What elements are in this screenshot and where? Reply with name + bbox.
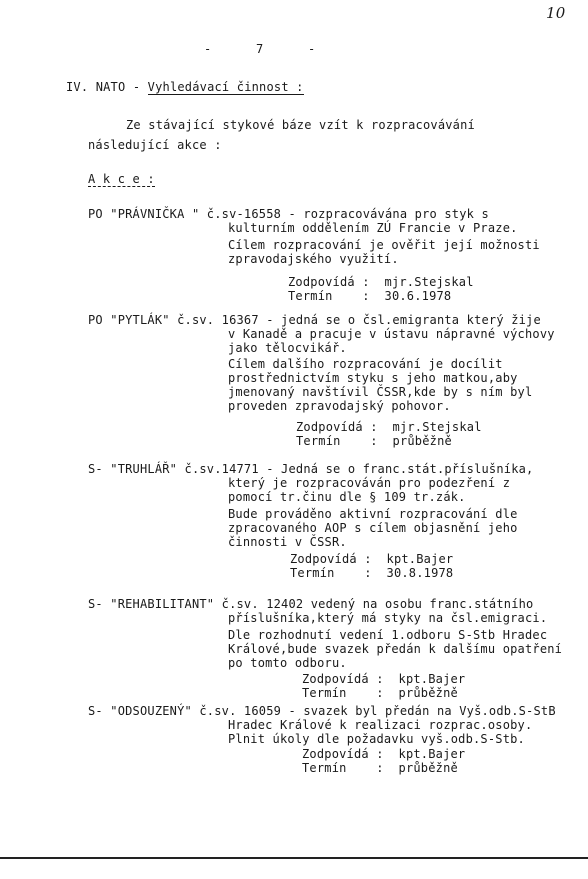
entry-5-line: Plnit úkoly dle požadavku vyš.odb.S-Stb. xyxy=(228,732,525,746)
entry-3-responsible: Zodpovídá : kpt.Bajer xyxy=(290,552,454,566)
entry-2-deadline: Termín : průběžně xyxy=(296,434,452,448)
entry-1-goal: zpravodajského využití. xyxy=(228,252,399,266)
entry-2-responsible: Zodpovídá : mjr.Stejskal xyxy=(296,420,482,434)
entry-4-deadline: Termín : průběžně xyxy=(302,686,458,700)
entry-3-deadline: Termín : 30.8.1978 xyxy=(290,566,454,580)
entry-4-responsible: Zodpovídá : kpt.Bajer xyxy=(302,672,466,686)
entry-1-deadline: Termín : 30.6.1978 xyxy=(288,289,452,303)
section-heading xyxy=(66,80,304,94)
entry-1-line: kulturním oddělením ZÚ Francie v Praze. xyxy=(228,221,518,235)
entry-4-line: příslušníka,který má styky na čsl.emigraci. xyxy=(228,611,548,625)
akce-heading: A k c e : xyxy=(88,172,155,186)
entry-3-goal: Bude prováděno aktivní rozpracování dle xyxy=(228,507,518,521)
bottom-edge-rule xyxy=(0,857,588,859)
entry-2-goal: Cílem dalšího rozpracování je docílit xyxy=(228,357,503,371)
entry-3-line: který je rozpracováván pro podezření z xyxy=(228,476,511,490)
entry-5-deadline: Termín : průběžně xyxy=(302,761,458,775)
entry-2-line: v Kanadě a pracuje v ústavu nápravné výchovy xyxy=(228,327,555,341)
entry-4-lead: S- "REHABILITANT" č.sv. 12402 vedený na osobu franc.státního xyxy=(88,597,534,611)
entry-4-goal: po tomto odboru. xyxy=(228,656,347,670)
entry-1-goal: Cílem rozpracování je ověřit její možnosti xyxy=(228,238,540,252)
entry-5-responsible: Zodpovídá : kpt.Bajer xyxy=(302,747,466,761)
entry-4-goal: Dle rozhodnutí vedení 1.odboru S-Stb Hradec xyxy=(228,628,548,642)
entry-3-goal: zpracovaného AOP s cílem objasnění jeho xyxy=(228,521,518,535)
entry-5-lead: S- "ODSOUZENÝ" č.sv. 16059 - svazek byl předán na Vyš.odb.S-StB xyxy=(88,704,556,718)
section-title: Vyhledávací činnost : xyxy=(147,80,304,94)
entry-2-goal: jmenovaný navštívil ČSSR,kde by s ním byl xyxy=(228,385,533,399)
entry-1-lead: PO "PRÁVNIČKA " č.sv-16558 - rozpracovávána pro styk s xyxy=(88,207,489,221)
intro-line-1: Ze stávající stykové báze vzít k rozpracovávání xyxy=(126,118,475,132)
page-number: - 7 - xyxy=(204,42,316,56)
section-prefix: IV. NATO - xyxy=(66,80,148,94)
folio-number: 10 xyxy=(546,4,566,22)
entry-1-responsible: Zodpovídá : mjr.Stejskal xyxy=(288,275,474,289)
entry-2-goal: prostřednictvím styku s jeho matkou,aby xyxy=(228,371,518,385)
entry-5-line: Hradec Králové k realizaci rozprac.osoby. xyxy=(228,718,533,732)
entry-3-goal: činnosti v ČSSR. xyxy=(228,535,347,549)
entry-4-goal: Králové,bude svazek předán k dalšímu opatření xyxy=(228,642,563,656)
entry-2-goal: proveden zpravodajský pohovor. xyxy=(228,399,451,413)
intro-line-2: následující akce : xyxy=(88,138,222,152)
entry-2-lead: PO "PYTLÁK" č.sv. 16367 - jedná se o čsl.emigranta který žije xyxy=(88,313,541,327)
entry-2-line: jako tělocvikář. xyxy=(228,341,347,355)
entry-3-line: pomocí tr.činu dle § 109 tr.zák. xyxy=(228,490,466,504)
entry-3-lead: S- "TRUHLÁŘ" č.sv.14771 - Jedná se o franc.stát.příslušníka, xyxy=(88,462,534,476)
